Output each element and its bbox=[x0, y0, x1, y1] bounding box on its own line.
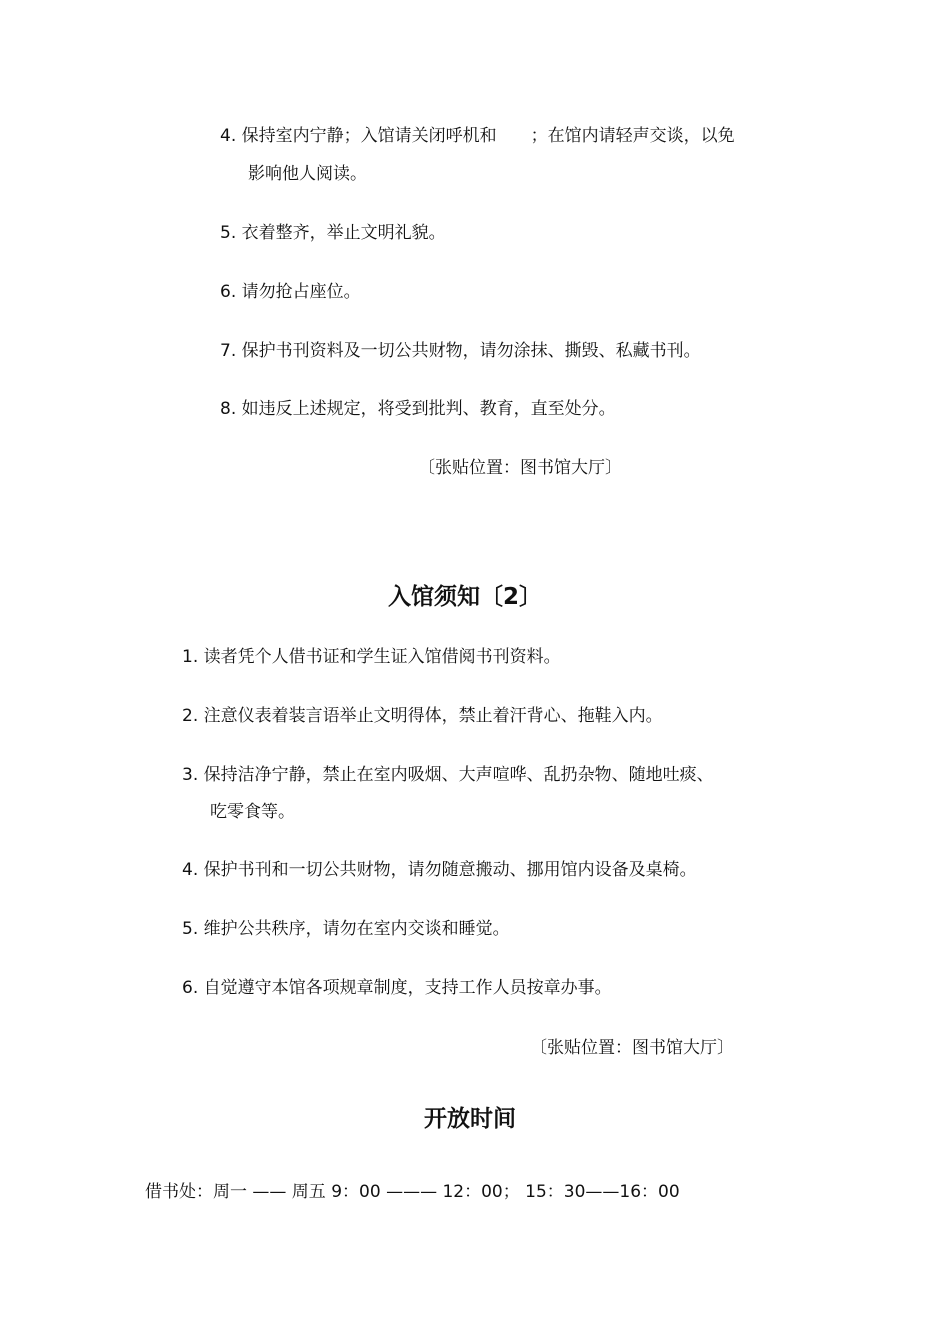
item-text: 吃零食等。 bbox=[210, 802, 295, 822]
rule-item-8 bbox=[220, 397, 616, 421]
item-text: 衣着整齐，举止文明礼貌。 bbox=[241, 223, 446, 243]
item-text: 保持洁净宁静，禁止在室内吸烟、大声喧哗、乱扔杂物、随地吐痰、 bbox=[203, 765, 714, 785]
rule-item-3 bbox=[182, 763, 714, 787]
item-number: 3. bbox=[182, 765, 199, 785]
rule-item-4 bbox=[220, 124, 735, 148]
item-text: 保持室内宁静；入馆请关闭呼机和 ；在馆内请轻声交谈，以免 bbox=[241, 126, 735, 146]
item-text: 保护书刊和一切公共财物，请勿随意搬动、挪用馆内设备及桌椅。 bbox=[203, 860, 697, 880]
item-number: 7. bbox=[220, 341, 237, 361]
posting-location-note: 〔张贴位置：图书馆大厅〕 bbox=[530, 1038, 734, 1058]
rule-item-2 bbox=[182, 704, 663, 728]
item-number: 1. bbox=[182, 647, 199, 667]
section-title: 开放时间 bbox=[424, 1106, 516, 1132]
item-text: 自觉遵守本馆各项规章制度，支持工作人员按章办事。 bbox=[203, 978, 612, 998]
section-title: 入馆须知〔2〕 bbox=[388, 584, 543, 610]
rule-item-7 bbox=[220, 339, 701, 363]
item-number: 6. bbox=[220, 282, 237, 302]
rule-item-4 bbox=[182, 858, 697, 882]
item-text: 影响他人阅读。 bbox=[248, 164, 367, 184]
rule-item-5 bbox=[182, 917, 510, 941]
opening-hours-line: 借书处：周一 —— 周五 9：00 ——— 12：00； 15：30——16：00 bbox=[145, 1182, 680, 1202]
item-text: 读者凭个人借书证和学生证入馆借阅书刊资料。 bbox=[203, 647, 561, 667]
rule-item-6 bbox=[182, 976, 612, 1000]
item-text: 如违反上述规定，将受到批判、教育，直至处分。 bbox=[241, 399, 616, 419]
posting-location-note: 〔张贴位置：图书馆大厅〕 bbox=[418, 458, 622, 478]
rule-item-5 bbox=[220, 221, 446, 245]
rule-item-3-continuation bbox=[210, 800, 295, 824]
item-number: 8. bbox=[220, 399, 237, 419]
item-number: 4. bbox=[220, 126, 237, 146]
item-text: 保护书刊资料及一切公共财物，请勿涂抹、撕毁、私藏书刊。 bbox=[241, 341, 701, 361]
item-number: 5. bbox=[182, 919, 199, 939]
item-text: 维护公共秩序，请勿在室内交谈和睡觉。 bbox=[203, 919, 510, 939]
item-number: 6. bbox=[182, 978, 199, 998]
rule-item-1 bbox=[182, 645, 561, 669]
item-number: 2. bbox=[182, 706, 199, 726]
item-text: 注意仪表着装言语举止文明得体，禁止着汗背心、拖鞋入内。 bbox=[203, 706, 663, 726]
item-number: 5. bbox=[220, 223, 237, 243]
rule-item-6 bbox=[220, 280, 361, 304]
item-number: 4. bbox=[182, 860, 199, 880]
rule-item-4-continuation bbox=[248, 162, 367, 186]
item-text: 请勿抢占座位。 bbox=[241, 282, 361, 302]
